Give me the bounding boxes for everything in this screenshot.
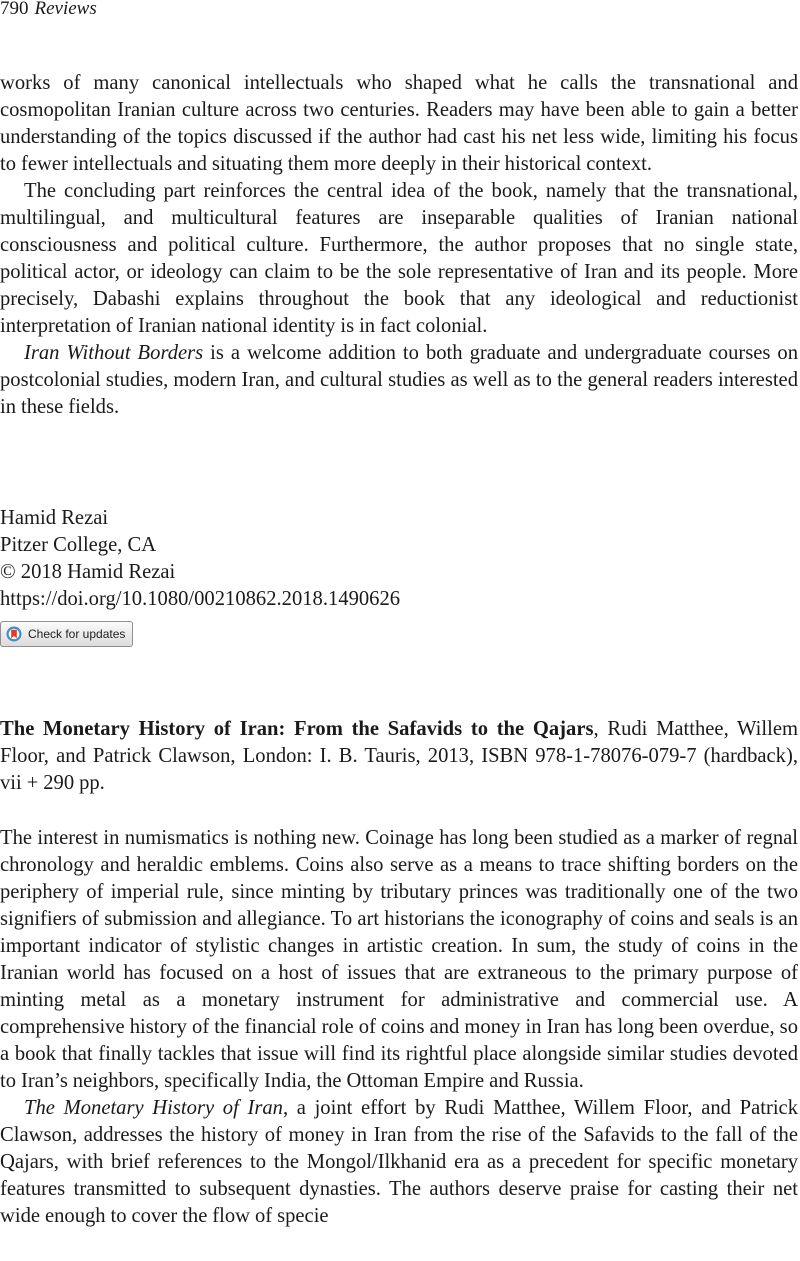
review-1-body	[0, 70, 798, 421]
crossmark-icon	[6, 626, 22, 642]
running-header	[0, 0, 97, 20]
review-1-paragraph-2: The concluding part reinforces the central idea of the book, namely that the transnational, multilingual, and multicultural features are inseparable qualities of Iranian national consciousness and political culture. Furthermore, the author proposes that no single state, political actor, or ideology can claim to be the sole representative of Iran and its people. More precisely, Dabashi explains throughout the book that any ideological and reductionist interpretation of Iranian national identity is in fact colonial.	[0, 180, 798, 337]
review-2-paragraph-1: The interest in numismatics is nothing new. Coinage has long been studied as a marker of regnal chronology and heraldic emblems. Coins also serve as a means to trace shifting borders on the periphery of imperial rule, since minting by tributary princes was traditionally one of the two signifiers of submission and allegiance. To art historians the iconography of coins and seals is an important indicator of stylistic changes in artistic creation. In sum, the study of coins in the Iranian world has focused on a host of issues that are extraneous to the primary purpose of minting metal as a monetary instrument for administrative and commercial use. A comprehensive history of the financial role of coins and money in Iran has long been overdue, so a book that finally tackles that issue will find its rightful place alongside similar studies devoted to Iran’s neighbors, specifically India, the Ottoman Empire and Russia.	[0, 827, 798, 1092]
paragraph-text: , a joint effort by Rudi Matthee, Willem Floor, and Patrick Clawson, addresses the history of money in Iran from the rise of the Safavids to the fall of the Qajars, with brief references to the Mongol/Ilkhanid era as a precedent for specific monetary features transmitted to subsequent dynasties. The authors deserve praise for casting their net wide enough to cover the flow of specie	[0, 1097, 798, 1227]
review-2-body	[0, 825, 798, 1230]
book-title-reference: Iran Without Borders	[24, 342, 204, 364]
doi-link[interactable]: https://doi.org/10.1080/00210862.2018.1490626	[0, 588, 401, 610]
review-1-paragraph-3	[0, 340, 798, 421]
reviewer-signature	[0, 505, 400, 613]
section-title: Reviews	[34, 0, 97, 19]
paragraph-text: is a welcome addition to both graduate and undergraduate courses on postcolonial studies, modern Iran, and cultural studies as well as to the general readers interested in these fields.	[0, 342, 798, 418]
review-2-paragraph-2	[0, 1095, 798, 1230]
copyright-line: © 2018 Hamid Rezai	[0, 561, 176, 583]
book-details: , Rudi Matthee, Willem Floor, and Patrick Clawson, London: I. B. Tauris, 2013, ISBN 978-1-78076-079-7 (hardback), vii + 290 pp.	[0, 718, 798, 794]
book-title: The Monetary History of Iran: From the Safavids to the Qajars	[0, 718, 594, 740]
book-title-reference: The Monetary History of Iran	[24, 1097, 283, 1119]
page-number: 790	[0, 0, 29, 19]
reviewer-name: Hamid Rezai	[0, 507, 109, 529]
check-for-updates-label: Check for updates	[28, 627, 126, 641]
reviewer-affiliation: Pitzer College, CA	[0, 534, 157, 556]
check-for-updates-button[interactable]	[0, 621, 133, 647]
book-citation	[0, 716, 798, 797]
review-1-paragraph-1: works of many canonical intellectuals who shaped what he calls the transnational and cosmopolitan Iranian culture across two centuries. Readers may have been able to gain a better understanding of the topics discussed if the author had cast his net less wide, limiting his focus to fewer intellectuals and situating them more deeply in their historical context.	[0, 72, 798, 175]
